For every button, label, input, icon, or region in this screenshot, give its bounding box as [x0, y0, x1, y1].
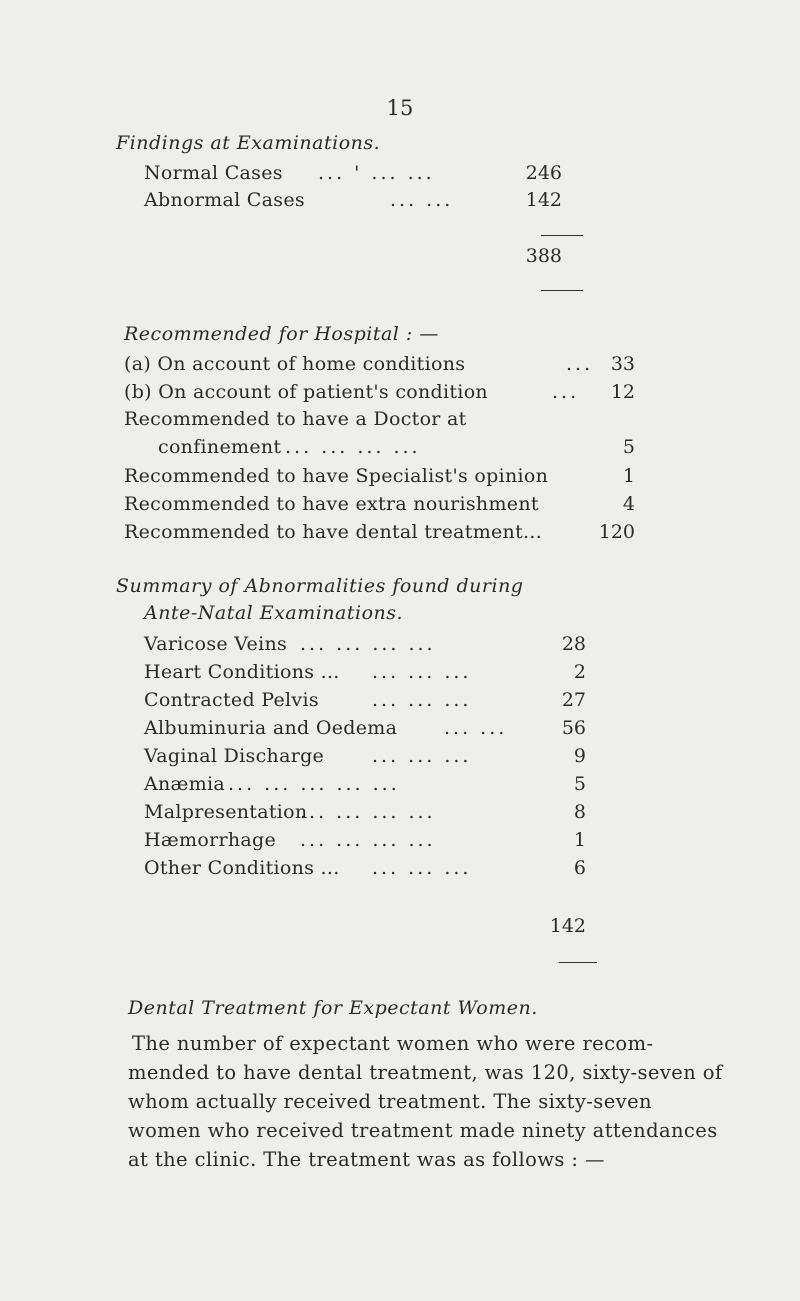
summary-row-label: Albuminuria and Oedema [144, 717, 398, 739]
summary-row-value: 5 [573, 773, 586, 795]
dental-paragraph [128, 1029, 723, 1174]
findings-heading: Findings at Examinations. [116, 132, 381, 154]
recommended-row-value: 1 [622, 465, 635, 487]
summary-row-dots: ... ... ... [372, 857, 472, 879]
paragraph-line: at the clinic. The treatment was as follows : — [128, 1148, 605, 1171]
recommended-row-label: confinement [158, 436, 282, 458]
paragraph-line: women who received treatment made ninety attendances [128, 1119, 718, 1142]
findings-total: 388 [525, 245, 562, 267]
summary-row-label: Other Conditions ... [144, 857, 340, 879]
summary-row-value: 8 [573, 801, 586, 823]
recommended-row-value: 120 [598, 521, 635, 543]
summary-row-value: 2 [573, 661, 586, 683]
summary-row-dots: ... ... ... [372, 745, 472, 767]
recommended-row-value: 4 [622, 493, 635, 515]
summary-heading: Summary of Abnormalities found during [116, 575, 524, 597]
summary-row-dots: ... ... ... ... ... [228, 773, 400, 795]
summary-row-value: 6 [573, 857, 586, 879]
recommended-row-value: 12 [610, 381, 635, 403]
paragraph-line: The number of expectant women who were recom- [132, 1032, 654, 1055]
recommended-row-label: Recommended to have extra nourishment [124, 493, 539, 515]
recommended-row-value: 5 [622, 436, 635, 458]
summary-row-label: Hæmorrhage [144, 829, 277, 851]
summary-subheading: Ante-Natal Examinations. [144, 602, 404, 624]
summary-row-value: 27 [561, 689, 586, 711]
summary-row-label: Malpresentation [144, 801, 308, 823]
summary-row-label: Contracted Pelvis [144, 689, 319, 711]
summary-row-dots: ... ... ... ... [300, 801, 436, 823]
summary-row-value: 9 [573, 745, 586, 767]
summary-row-value: 28 [561, 633, 586, 655]
summary-row-dots: ... ... ... ... [300, 633, 436, 655]
summary-row-dots: ... ... ... ... [300, 829, 436, 851]
recommended-row-label: Recommended to have dental treatment... [124, 521, 543, 543]
dental-heading: Dental Treatment for Expectant Women. [128, 997, 538, 1019]
summary-row-label: Vaginal Discharge [144, 745, 325, 767]
summary-row-value: 1 [573, 829, 586, 851]
findings-rule-bottom [541, 290, 583, 291]
summary-row-label: Heart Conditions ... [144, 661, 340, 683]
summary-total: 142 [549, 915, 586, 937]
findings-row-dots: ... ... [390, 189, 454, 211]
summary-row-label: Anæmia [144, 773, 226, 795]
summary-row-value: 56 [561, 717, 586, 739]
recommended-row-label: Recommended to have Specialist's opinion [124, 465, 549, 487]
paragraph-line: whom actually received treatment. The sixty-seven [128, 1090, 652, 1113]
recommended-row-label: Recommended to have a Doctor at [124, 408, 467, 430]
findings-rule-top [541, 235, 583, 236]
page-number: 15 [386, 96, 414, 120]
recommended-row-dots: ... [566, 353, 594, 375]
paragraph-line: mended to have dental treatment, was 120, sixty-seven of [128, 1061, 723, 1084]
summary-row-label: Varicose Veins [144, 633, 288, 655]
findings-row-label: Abnormal Cases [144, 189, 305, 211]
summary-row-dots: ... ... ... [372, 661, 472, 683]
summary-row-dots: ... ... [444, 717, 508, 739]
recommended-row-label: (b) On account of patient's condition [124, 381, 488, 403]
findings-row-value: 142 [525, 189, 562, 211]
recommended-row-dots: ... ... ... ... [285, 436, 421, 458]
recommended-row-dots: ... [552, 381, 580, 403]
summary-row-dots: ... ... ... [372, 689, 472, 711]
recommended-heading: Recommended for Hospital : — [124, 323, 439, 345]
recommended-row-label: (a) On account of home conditions [124, 353, 466, 375]
findings-row-label: Normal Cases [144, 162, 283, 184]
findings-row-value: 246 [525, 162, 562, 184]
recommended-row-value: 33 [610, 353, 635, 375]
summary-rule-bottom [559, 962, 597, 963]
findings-row-dots: ... ' ... ... [318, 162, 435, 184]
